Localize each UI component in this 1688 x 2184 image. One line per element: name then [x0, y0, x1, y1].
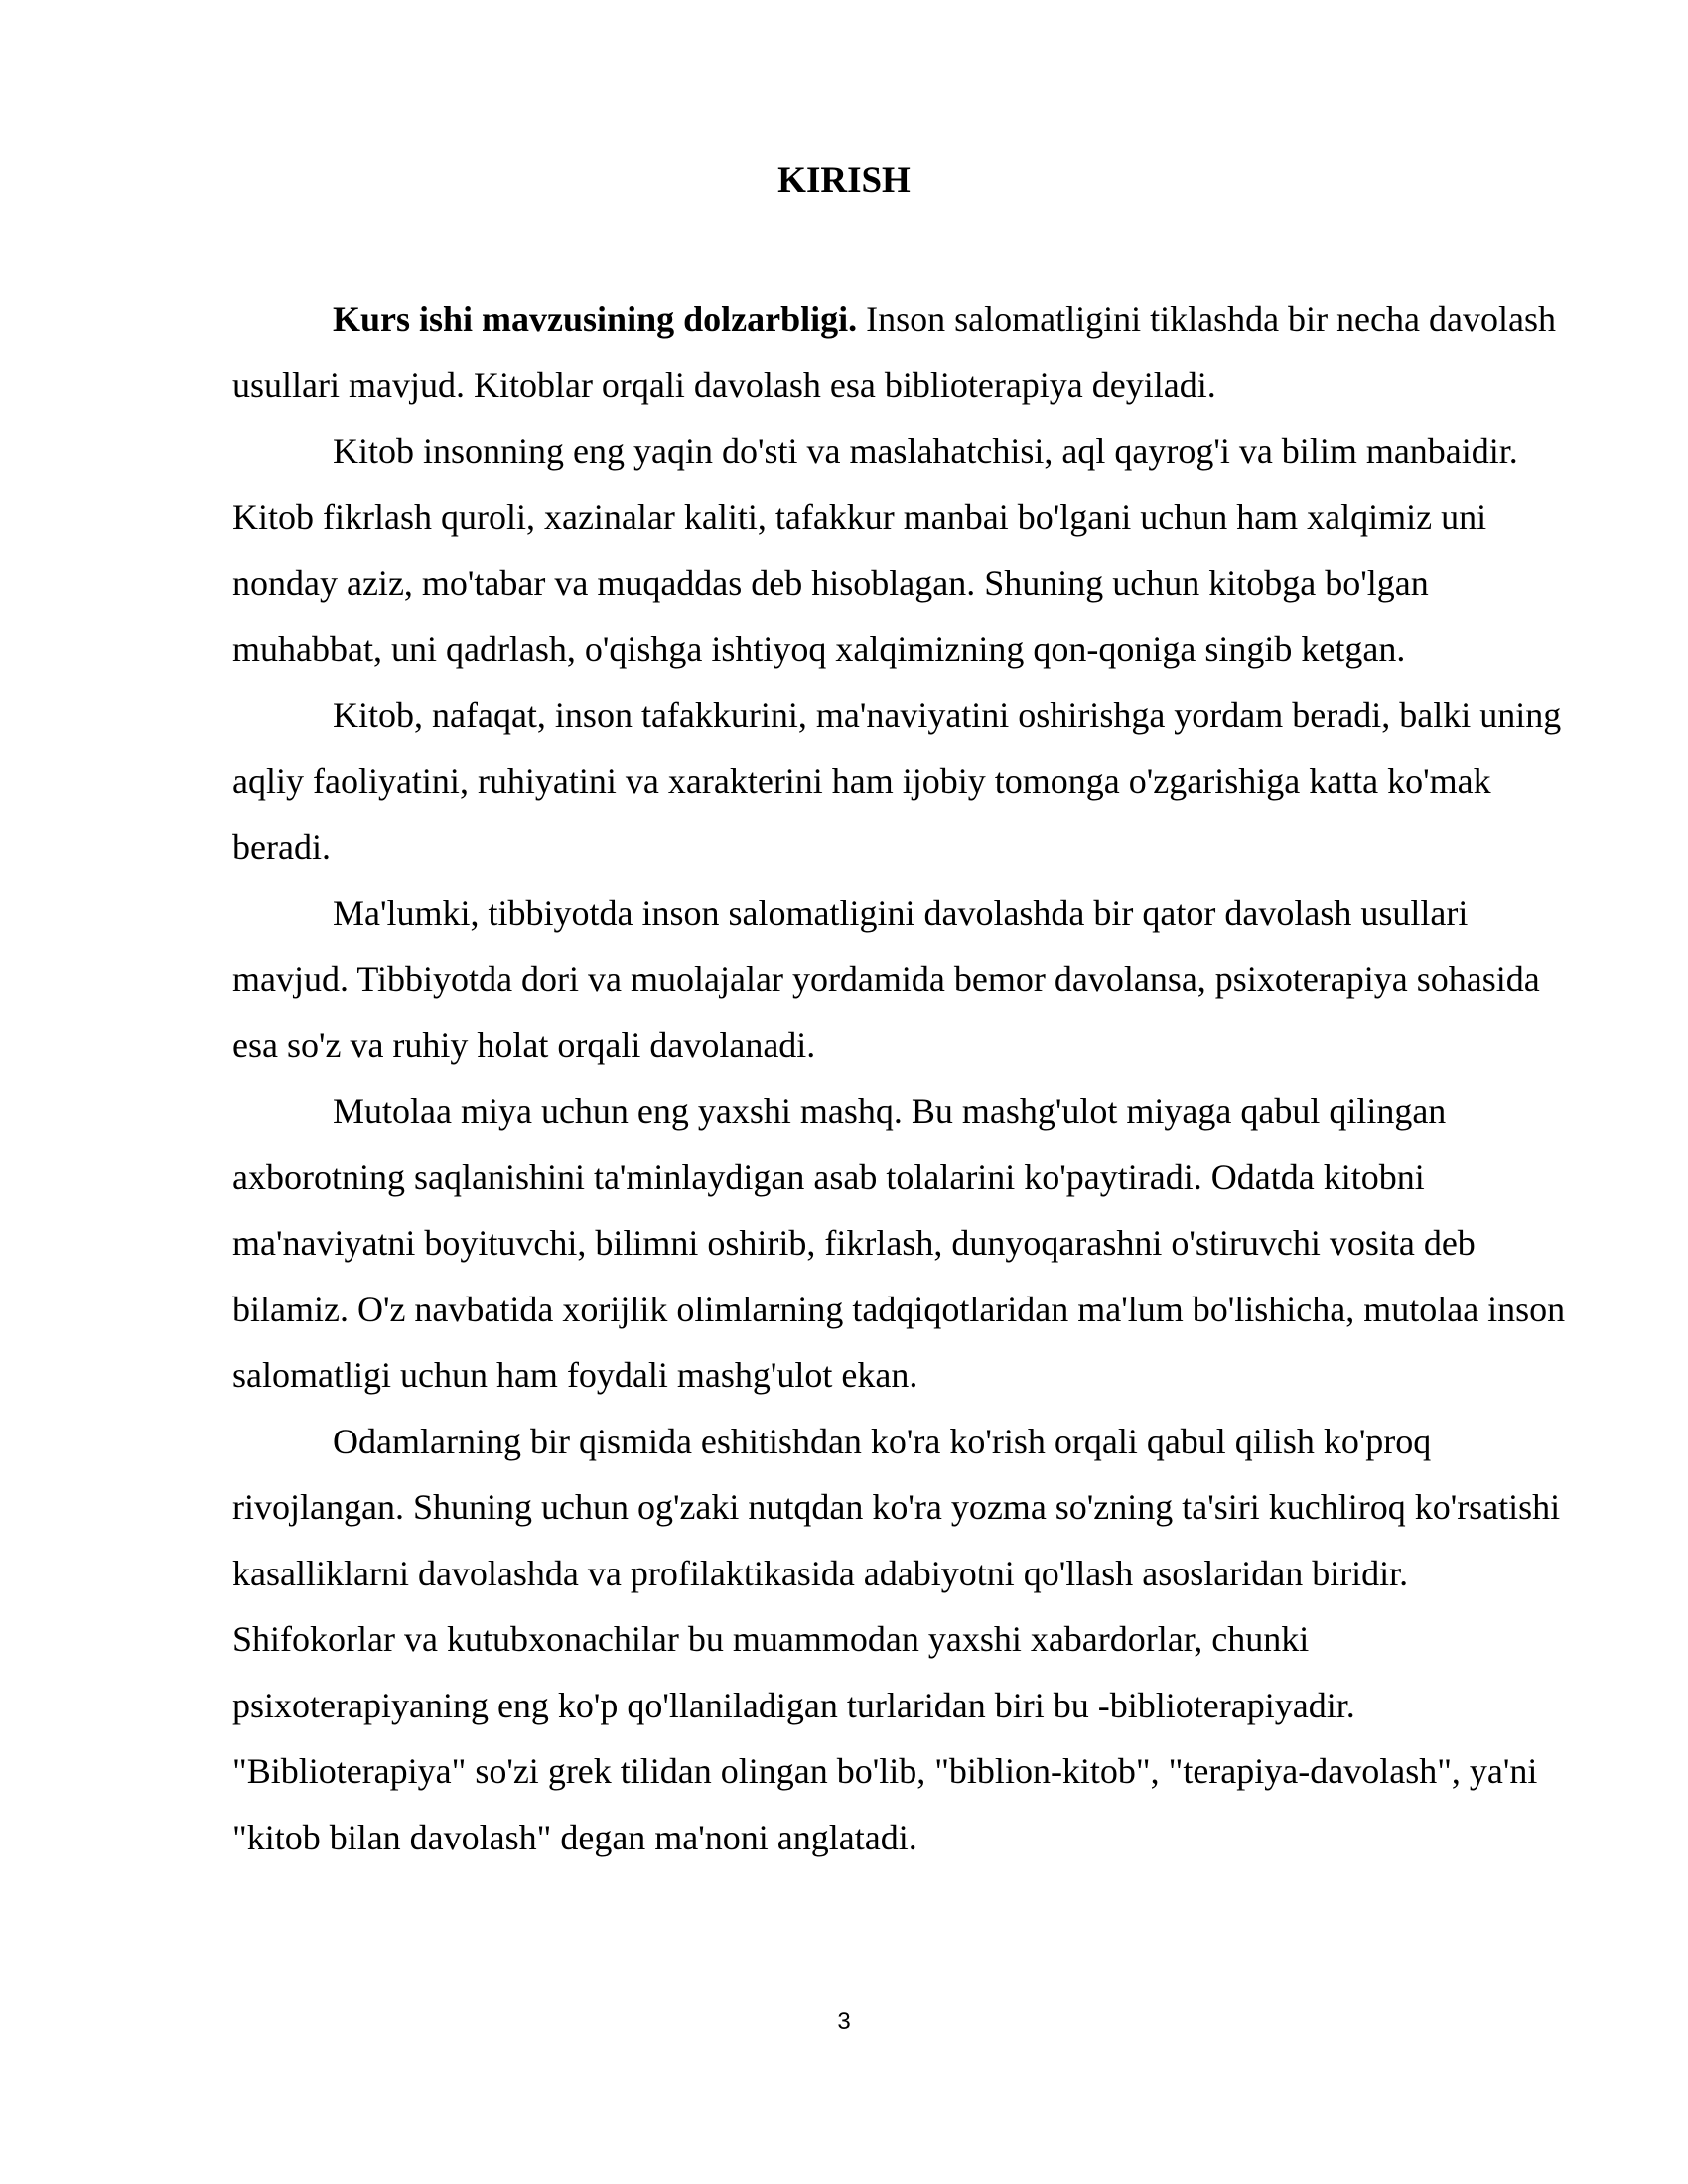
paragraph-relevance	[232, 286, 1573, 418]
paragraph-lead: Kurs ishi mavzusining dolzarbligi.	[333, 299, 858, 339]
paragraph: Mutolaa miya uchun eng yaxshi mashq. Bu mashg'ulot miyaga qabul qilingan axborotning saqlanishini ta'minlaydigan asab tolalarini ko'paytiradi. Odatda kitobni ma'naviyatni boyituvchi, bilimni oshirib, fikrlash, dunyoqarashni o'stiruvchi vosita deb bilamiz. O'z navbatida xorijlik olimlarning tadqiqotlaridan ma'lum bo'lishicha, mutolaa inson salomatligi uchun ham foydali mashg'ulot ekan.	[232, 1091, 1566, 1395]
paragraph: Kitob, nafaqat, inson tafakkurini, ma'naviyatini oshirishga yordam beradi, balki uning aqliy faoliyatini, ruhiyatini va xarakterini ham ijobiy tomonga o'zgarishiga katta ko'mak beradi.	[232, 695, 1562, 867]
paragraph: Kitob insonning eng yaqin do'sti va maslahatchisi, aql qayrog'i va bilim manbaidir. Kitob fikrlash quroli, xazinalar kaliti, tafakkur manbai bo'lgani uchun ham xalqimiz uni nonday aziz, mo'tabar va muqaddas deb hisoblagan. Shuning uchun kitobga bo'lgan muhabbat, uni qadrlash, o'qishga ishtiyoq xalqimizning qon-qoniga singib ketgan.	[232, 431, 1518, 669]
body-text	[232, 286, 1573, 1870]
paragraph: Ma'lumki, tibbiyotda inson salomatligini davolashda bir qator davolash usullari mavjud. Tibbiyotda dori va muolajalar yordamida bemor davolansa, psixoterapiya sohasida esa so'z va ruhiy holat orqali davolanadi.	[232, 892, 1540, 1065]
page-number: 3	[837, 2008, 851, 2035]
page-heading: KIRISH	[777, 160, 911, 201]
paragraph-text: Inson salomatligini tiklashda bir necha davolash usullari mavjud. Kitoblar orqali davolash esa biblioterapiya deyiladi.	[232, 299, 1556, 405]
paragraph: Odamlarning bir qismida eshitishdan ko'ra ko'rish orqali qabul qilish ko'proq rivojlangan. Shuning uchun og'zaki nutqdan ko'ra yozma so'zning ta'siri kuchliroq ko'rsatishi kasalliklarni davolashda va profilaktikasida adabiyotni qo'llash asoslaridan biridir. Shifokorlar va kutubxonachilar bu muammodan yaxshi xabardorlar, chunki psixoterapiyaning eng ko'p qo'llaniladigan turlaridan biri bu -biblioterapiyadir. "Biblioterapiya" so'zi grek tilidan olingan bo'lib, "biblion-kitob", "terapiya-davolash", ya'ni "kitob bilan davolash" degan ma'noni anglatadi.	[232, 1421, 1561, 1857]
